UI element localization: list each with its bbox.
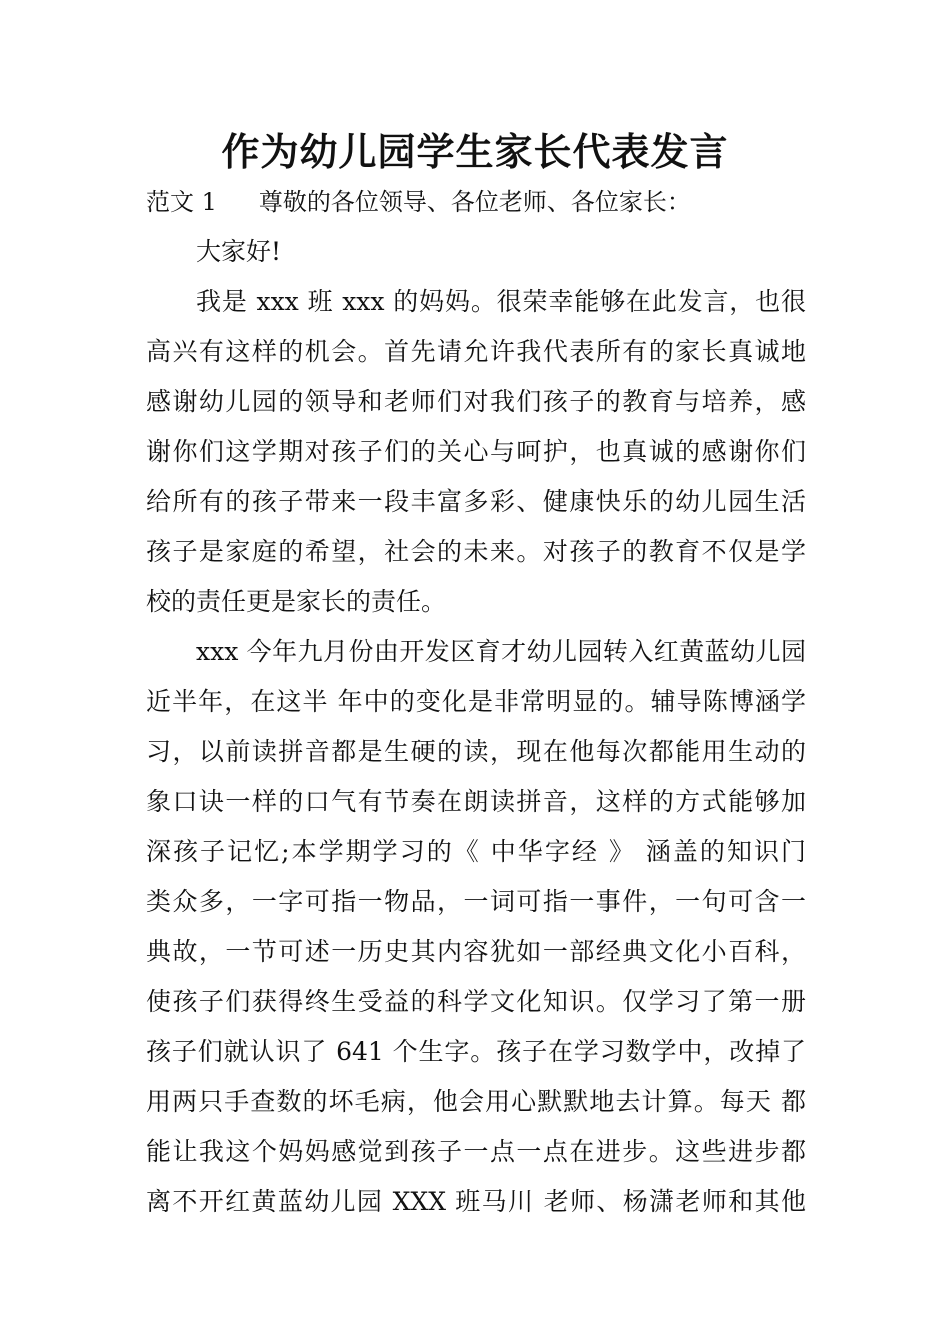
paragraph-line: 能让我这个妈妈感觉到孩子一点一点在进步。这些进步都 [146,1137,806,1166]
paragraph-line: 孩子们就认识了 641 个生字。孩子在学习数学中，改掉了 [146,1037,806,1066]
paragraph-line: 用两只手查数的坏毛病，他会用心默默地去计算。每天 都 [146,1087,806,1116]
intro-line [146,182,691,222]
paragraph-line: 谢你们这学期对孩子们的关心与呵护，也真诚的感谢你们 [146,437,806,466]
paragraph-line: 我是 xxx 班 xxx 的妈妈。很荣幸能够在此发言，也很 [196,287,806,316]
salutation: 尊敬的各位领导、各位老师、各位家长： [258,188,691,216]
paragraph-line: 使孩子们获得终生受益的科学文化知识。仅学习了第一册 [146,987,806,1016]
paragraph-line: 高兴有这样的机会。首先请允许我代表所有的家长真诚地 [146,337,806,366]
paragraph-line: 典故，一节可述一历史其内容犹如一部经典文化小百科， [146,937,806,966]
paragraph-line: 校的责任更是家长的责任。 [146,587,447,616]
paragraph-line: 孩子是家庭的希望，社会的未来。对孩子的教育不仅是学 [146,537,806,566]
paragraph-line: 感谢幼儿园的领导和老师们对我们孩子的教育与培养，感 [146,387,806,416]
paragraph-line: 给所有的孩子带来一段丰富多彩、健康快乐的幼儿园生活 [146,487,806,516]
paragraph-line: 象口诀一样的口气有节奏在朗读拼音，这样的方式能够加 [146,787,806,816]
paragraph-line: 习，以前读拼音都是生硬的读，现在他每次都能用生动的 [146,737,806,766]
paragraph-line: 深孩子记忆;本学期学习的《 中华字经 》 涵盖的知识门 [146,837,806,866]
paragraph-line: xxx 今年九月份由开发区育才幼儿园转入红黄蓝幼儿园 [196,637,806,666]
paragraph-line: 离不开红黄蓝幼儿园 XXX 班马川 老师、杨潇老师和其他 [146,1187,806,1216]
paragraph-line: 近半年，在这半 年中的变化是非常明显的。辅导陈博涵学 [146,687,806,716]
sample-label: 范文 1 [146,188,217,216]
document-title: 作为幼儿园学生家长代表发言 [221,129,729,174]
greeting-line: 大家好! [196,237,282,266]
paragraph-line: 类众多，一字可指一物品，一词可指一事件，一句可含一 [146,887,806,916]
